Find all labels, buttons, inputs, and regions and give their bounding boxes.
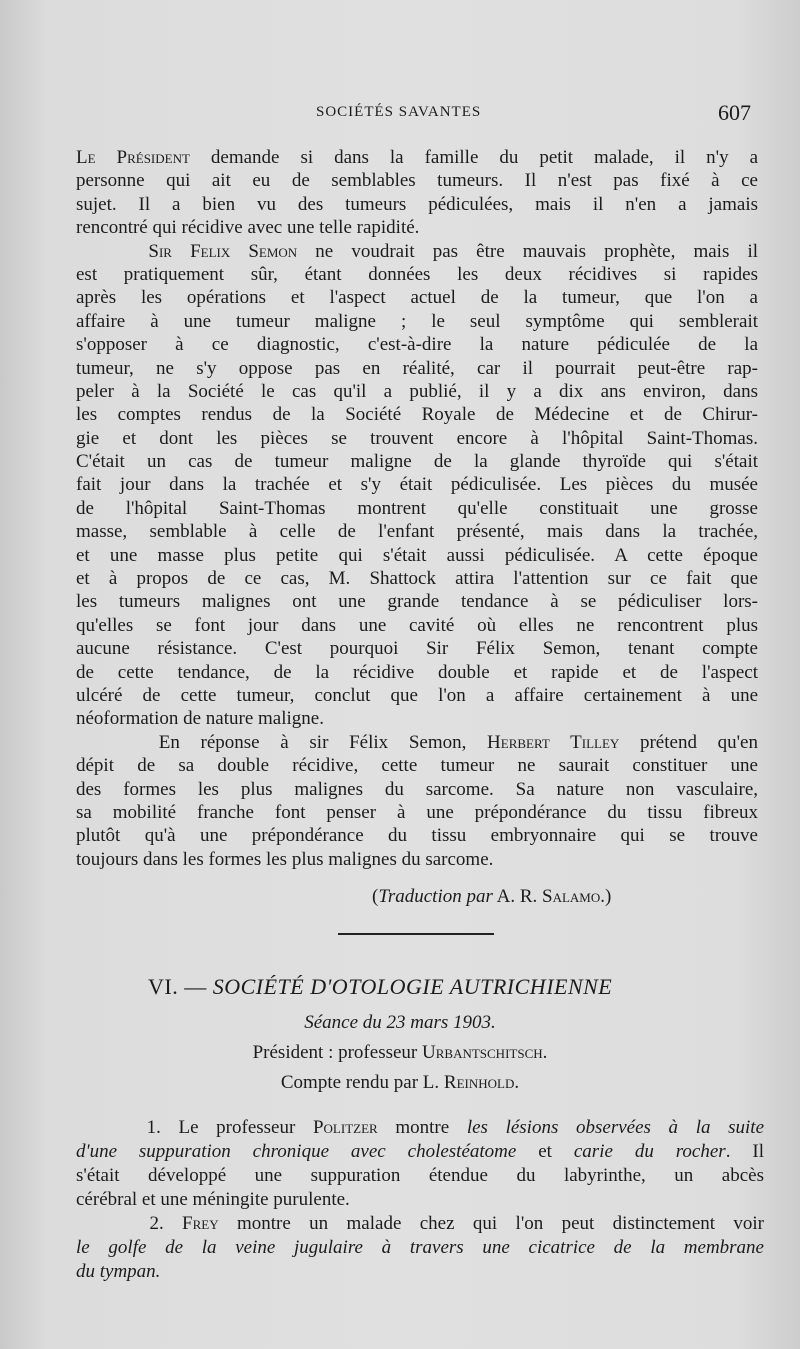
paragraph-3-line: des formes les plus malignes du sarcome. Sa nature non vasculaire, <box>76 778 758 800</box>
paragraph-3-line: dépit de sa double récidive, cette tumeur ne saurait constituer une <box>76 755 758 777</box>
section-divider <box>338 933 494 935</box>
item-2-line: le golfe de la veine jugulaire à travers une cicatrice de la membrane <box>76 1237 764 1258</box>
text-run: d'une suppuration chronique avec cholestéatome <box>76 1141 517 1162</box>
item-1-line: s'était développé une suppuration étendue du labyrinthe, un abcès <box>76 1165 764 1186</box>
credit-label: Traduction par <box>378 886 493 907</box>
paragraph-2-line: qu'elles se font jour dans une cavité où elles ne rencontrent plus <box>76 614 758 636</box>
speaker-name: Sir Felix Semon <box>148 240 298 262</box>
paragraph-2-line: les tumeurs malignes ont une grande tendance à se pédiculiser lors- <box>76 591 758 613</box>
section-body <box>76 1116 764 1284</box>
paragraph-3-line: toujours dans les formes les plus malignes du sarcome. <box>76 848 494 870</box>
paragraph-2-line: et une masse plus petite qui s'était aussi pédiculisée. A cette époque <box>76 544 758 566</box>
paragraph-2-line: gie et dont les pièces se trouvent encore à l'hôpital Saint-Thomas. <box>76 427 758 449</box>
president-name: Urbantschitsch <box>422 1042 543 1063</box>
body-text <box>76 146 758 871</box>
section-number: VI. — <box>148 974 213 999</box>
text-run: montre <box>377 1117 467 1138</box>
page-number: 607 <box>718 100 751 125</box>
text-run: . <box>542 1042 548 1063</box>
text-run: carie du rocher <box>573 1141 726 1162</box>
paragraph-2-line: ulcéré de cette tumeur, conclut que l'on a affaire certainement à une <box>76 684 758 706</box>
section-title: SOCIÉTÉ D'OTOLOGIE AUTRICHIENNE <box>212 974 613 999</box>
text-run: Compte rendu par L. <box>280 1072 444 1093</box>
section-heading <box>148 974 612 1000</box>
paragraph-2-line: et à propos de ce cas, M. Shattock attira l'attention sur ce fait que <box>76 568 758 590</box>
report-line <box>0 1072 800 1094</box>
paragraph-2-line: de l'hôpital Saint-Thomas montrent qu'elle constituait une grosse <box>76 497 758 519</box>
text-run: ( <box>372 886 379 907</box>
paragraph-2-line <box>76 240 758 263</box>
reporter-name: Reinhold <box>443 1072 515 1093</box>
paragraph-2-line: affaire à une tumeur maligne ; le seul symptôme qui semblerait <box>76 310 758 332</box>
translation-credit <box>372 885 611 908</box>
text-run: A. R. <box>492 886 542 907</box>
paragraph-2-line: masse, semblable à celle de l'enfant présenté, mais dans la trachée, <box>76 521 758 543</box>
president-line <box>0 1042 800 1064</box>
item-2-line <box>76 1212 764 1236</box>
text-run: montre un malade chez qui l'on peut distinctement voir <box>218 1213 764 1234</box>
text-run: 1. Le professeur <box>146 1117 313 1138</box>
text-run: ne voudrait pas être mauvais prophète, mais il <box>297 240 759 262</box>
item-2-line: du tympan. <box>76 1261 161 1282</box>
paragraph-2-line: les comptes rendus de la Société Royale de Médecine et de Chirur- <box>76 404 758 426</box>
paragraph-2-line: C'était un cas de tumeur maligne de la glande thyroïde qui s'était <box>76 451 758 473</box>
running-head <box>0 100 800 130</box>
item-1-line <box>76 1140 764 1164</box>
text-run: les lésions observées à la suite <box>466 1117 765 1138</box>
paragraph-2-line: peler à la Société le cas qu'il a publié, il y a dix ans environ, dans <box>76 380 758 402</box>
text-run: .) <box>600 886 612 907</box>
text-run: demande si dans la famille du petit malade, il n'y a <box>189 147 758 168</box>
item-1-line: cérébral et une méningite purulente. <box>76 1189 350 1210</box>
paragraph-3-line: plutôt qu'à une prépondérance du tissu embryonnaire qui se trouve <box>76 825 758 847</box>
paragraph-2-line: néoformation de nature maligne. <box>76 708 324 730</box>
paragraph-2-line: tumeur, ne s'y oppose pas en réalité, car il pourrait peut-être rap- <box>76 357 758 379</box>
paragraph-2-line: aucune résistance. C'est pourquoi Sir Félix Semon, tenant compte <box>76 638 758 660</box>
speaker-name: Politzer <box>312 1117 378 1138</box>
item-1-line <box>76 1116 764 1140</box>
text-run: . Il <box>725 1141 764 1162</box>
text-run: et <box>516 1141 574 1162</box>
speaker-name: Herbert Tilley <box>487 731 620 753</box>
paragraph-2-line: de cette tendance, de la récidive double et rapide et de l'aspect <box>76 661 758 683</box>
text-run: Président : professeur <box>252 1042 422 1063</box>
running-head-title: SOCIÉTÉS SAVANTES <box>316 104 482 120</box>
paragraph-3-line: sa mobilité franche font penser à une prépondérance du tissu fibreux <box>76 801 758 823</box>
translator-name: Salamo <box>542 886 601 907</box>
paragraph-1-line: personne qui ait eu de semblables tumeurs. Il n'est pas fixé à ce <box>76 170 758 192</box>
text-run: . <box>514 1072 520 1093</box>
paragraph-2-line: fait jour dans la trachée et s'y était pédiculisée. Les pièces du musée <box>76 474 758 496</box>
text-run: prétend qu'en <box>619 731 758 753</box>
paragraph-3-line <box>76 731 758 754</box>
paragraph-2-line: après les opérations et l'aspect actuel de la tumeur, que l'on a <box>76 287 758 309</box>
speaker-name: Frey <box>182 1213 219 1234</box>
paragraph-1-line <box>76 146 758 169</box>
paragraph-2-line: est pratiquement sûr, étant données les deux récidives si rapides <box>76 263 758 285</box>
paragraph-2-line: s'opposer à ce diagnostic, c'est-à-dire la nature pédiculée de la <box>76 334 758 356</box>
speaker-name: Le Président <box>76 147 190 168</box>
paragraph-1-line: sujet. Il a bien vu des tumeurs pédiculées, mais il n'en a jamais <box>76 193 758 215</box>
text-run: 2. <box>149 1213 183 1234</box>
paragraph-1-line: rencontré qui récidive avec une telle rapidité. <box>76 217 420 239</box>
text-run: En réponse à sir Félix Semon, <box>158 731 488 753</box>
seance-date: Séance du 23 mars 1903. <box>304 1012 496 1033</box>
